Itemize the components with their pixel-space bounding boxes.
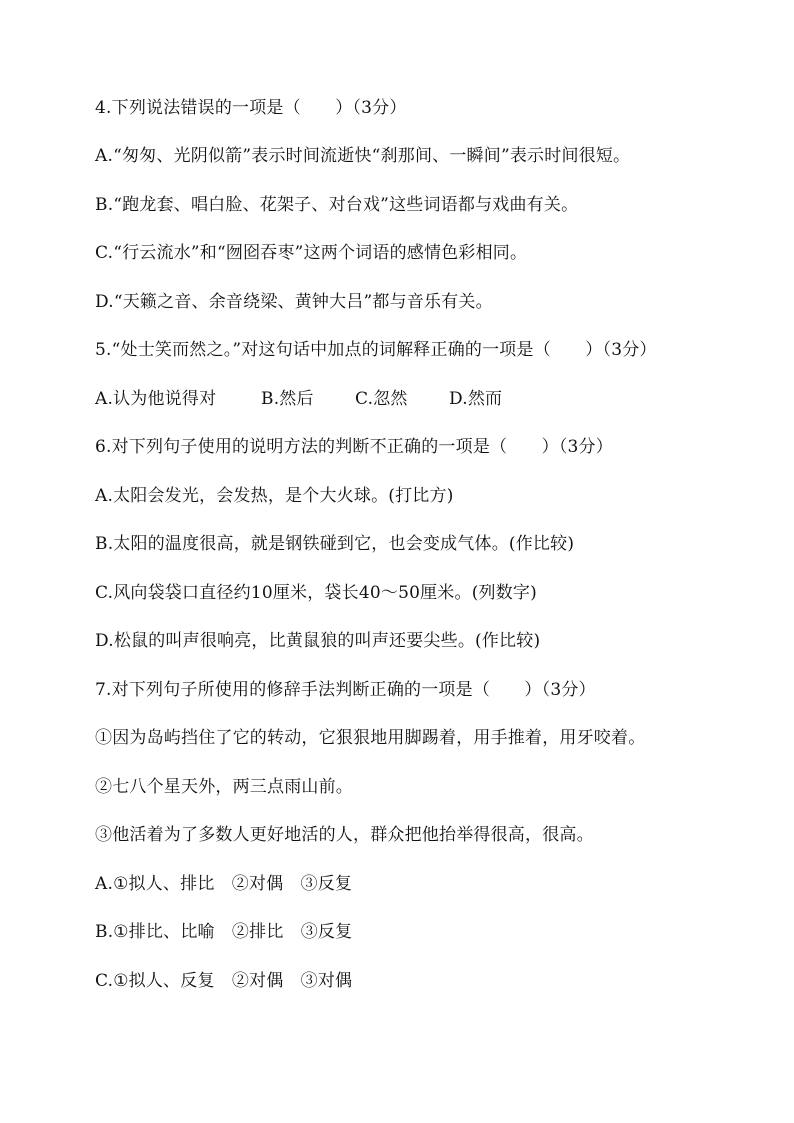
question-4-option-b: B.“跑龙套、唱白脸、花架子、对台戏”这些词语都与戏曲有关。 xyxy=(95,195,579,215)
question-5-option-b: B.然后 xyxy=(261,389,314,409)
question-4-stem: 4.下列说法错误的一项是（ ）（3分） xyxy=(95,98,407,118)
question-6-option-d: D.松鼠的叫声很响亮，比黄鼠狼的叫声还要尖些。(作比较) xyxy=(95,631,541,651)
question-6-option-c: C.风向袋袋口直径约10厘米，袋长40～50厘米。(列数字) xyxy=(95,583,537,603)
question-5-options xyxy=(95,388,502,410)
question-5-option-a: A.认为他说得对 xyxy=(95,389,217,409)
question-7-sentence-1: ①因为岛屿挡住了它的转动，它狠狠地用脚踢着，用手推着，用牙咬着。 xyxy=(95,728,646,748)
question-6-option-a: A.太阳会发光，会发热，是个大火球。(打比方) xyxy=(95,486,454,506)
question-4-option-c: C.“行云流水”和“囫囵吞枣”这两个词语的感情色彩相同。 xyxy=(95,243,528,263)
question-6-stem: 6.对下列句子使用的说明方法的判断不正确的一项是（ ）（3分） xyxy=(95,437,613,457)
question-7-stem: 7.对下列句子所使用的修辞手法判断正确的一项是（ ）（3分） xyxy=(95,680,596,700)
question-5-option-c: C.忽然 xyxy=(355,389,408,409)
question-5-option-d: D.然而 xyxy=(449,389,503,409)
question-7-option-c: C.①拟人、反复 ②对偶 ③对偶 xyxy=(95,971,353,991)
question-7-option-a: A.①拟人、排比 ②对偶 ③反复 xyxy=(95,874,353,894)
question-5-stem: 5.“处士笑而然之。”对这句话中加点的词解释正确的一项是（ ）（3分） xyxy=(95,340,657,360)
question-7-sentence-3: ③他活着为了多数人更好地活的人，群众把他抬举得很高，很高。 xyxy=(95,825,594,845)
question-7-sentence-2: ②七八个星天外，两三点雨山前。 xyxy=(95,777,353,797)
question-7-option-b: B.①排比、比喻 ②排比 ③反复 xyxy=(95,922,353,942)
question-6-option-b: B.太阳的温度很高，就是钢铁碰到它，也会变成气体。(作比较) xyxy=(95,534,575,554)
question-4-option-a: A.“匆匆、光阴似箭”表示时间流逝快“刹那间、一瞬间”表示时间很短。 xyxy=(95,146,631,166)
question-4-option-d: D.“天籁之音、余音绕梁、黄钟大吕”都与音乐有关。 xyxy=(95,292,493,312)
